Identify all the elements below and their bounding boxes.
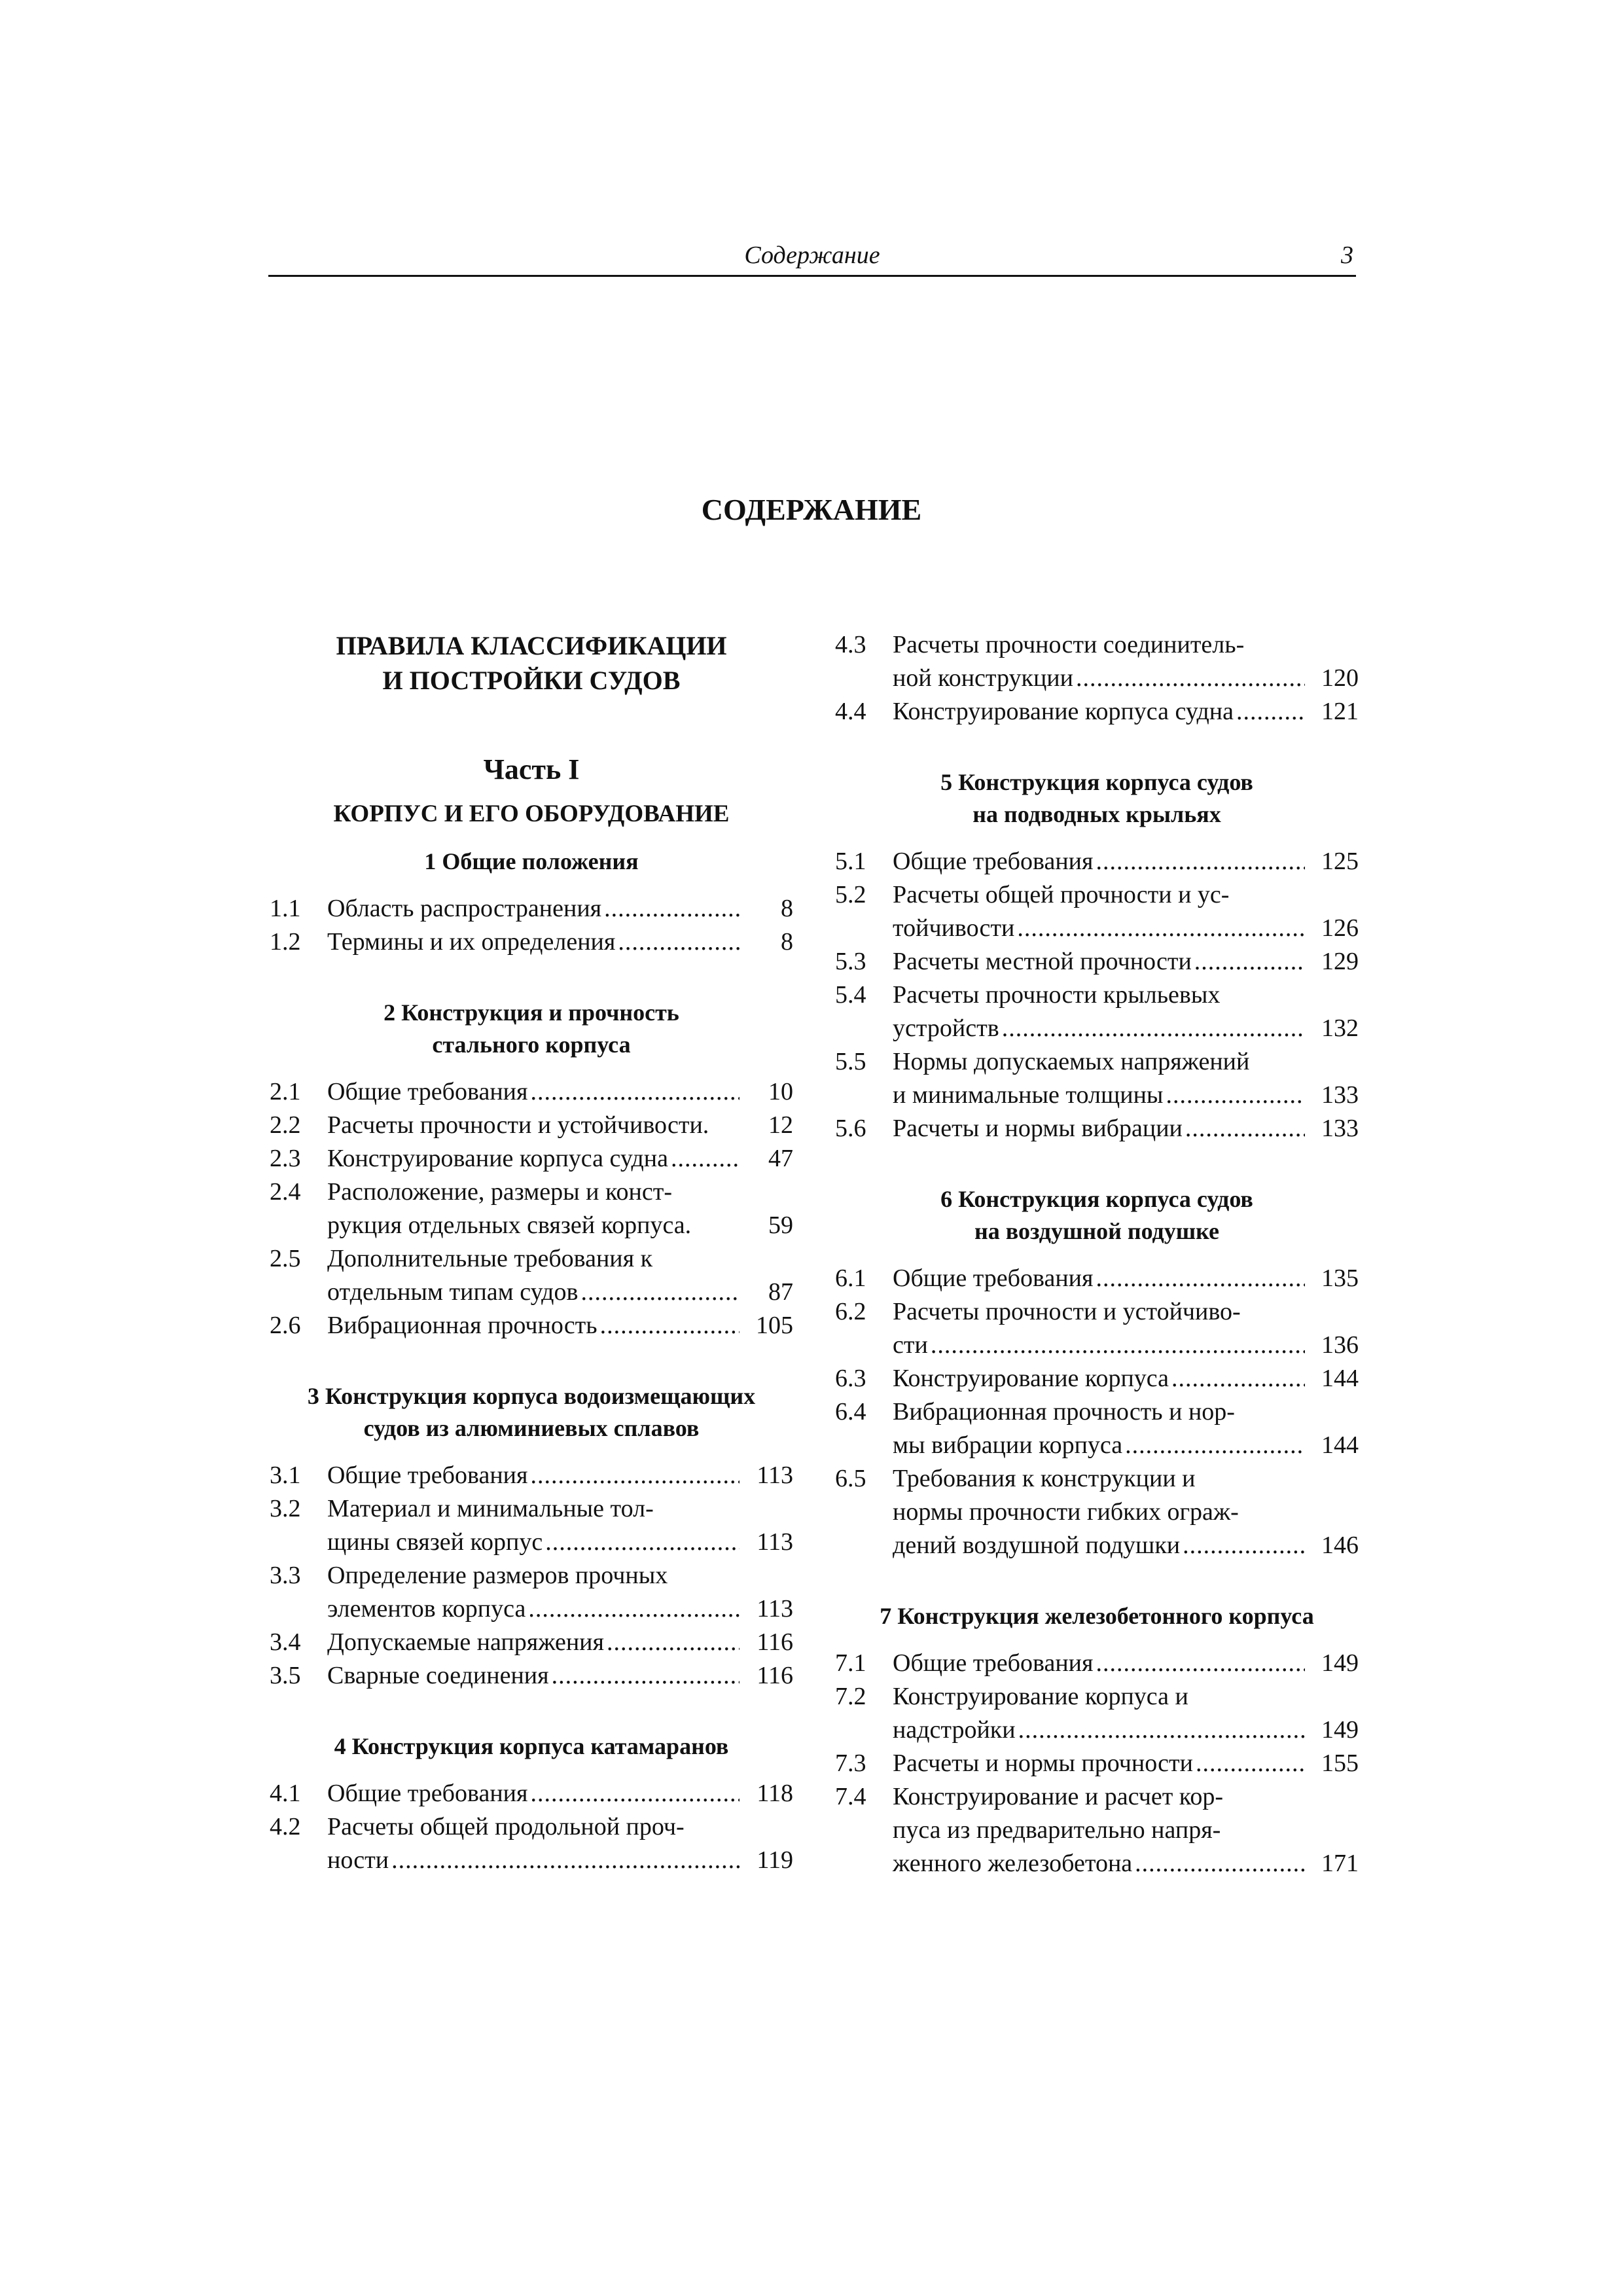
entry-title-line: Определение размеров прочных xyxy=(327,1562,668,1589)
entry-number: 3.5 xyxy=(270,1662,301,1689)
toc-entry[interactable] xyxy=(270,1777,793,1810)
dot-leader xyxy=(1002,1012,1305,1045)
entry-number: 4.4 xyxy=(835,698,866,725)
dot-leader xyxy=(1096,1262,1305,1295)
entry-title: Допускаемые напряжения xyxy=(327,1628,604,1656)
entry-page: 113 xyxy=(757,1595,793,1623)
section-title-line: судов из алюминиевых сплавов xyxy=(363,1415,700,1441)
toc-entry[interactable] xyxy=(270,1175,793,1242)
entry-title: Расчеты прочности и устойчивости. xyxy=(327,1111,709,1139)
entry-title-line: Конструирование и расчет кор- xyxy=(893,1783,1223,1810)
running-title: Содержание xyxy=(744,242,880,269)
toc-entry[interactable] xyxy=(270,1559,793,1626)
entry-number: 4.1 xyxy=(270,1780,301,1807)
book-title-line: ПРАВИЛА КЛАССИФИКАЦИИ xyxy=(336,631,727,660)
entry-title-line: Вибрационная прочность и нор- xyxy=(893,1398,1235,1426)
entry-page: 118 xyxy=(757,1780,793,1807)
toc-entry[interactable] xyxy=(835,1747,1359,1780)
entry-number: 6.3 xyxy=(835,1365,866,1392)
dot-leader xyxy=(931,1329,1305,1362)
entry-title-line: Дополнительные требования к xyxy=(327,1245,653,1272)
entry-title: Конструирование корпуса судна xyxy=(327,1145,668,1172)
entry-title: Сварные соединения xyxy=(327,1662,549,1689)
toc-entry[interactable] xyxy=(835,1295,1359,1362)
entry-title: Общие требования xyxy=(327,1780,528,1807)
entry-number: 4.2 xyxy=(270,1813,301,1840)
entry-title-line: Расположение, размеры и конст- xyxy=(327,1178,672,1206)
dot-leader xyxy=(1185,1112,1305,1145)
entry-title: тойчивости xyxy=(893,914,1015,942)
dot-leader xyxy=(580,1276,740,1309)
entry-page: 116 xyxy=(757,1628,793,1656)
entry-number: 6.4 xyxy=(835,1398,866,1426)
toc-entry[interactable] xyxy=(270,925,793,959)
entry-page: 144 xyxy=(1321,1365,1359,1392)
entry-title-line: пуса из предварительно напря- xyxy=(893,1816,1221,1844)
entry-number: 3.1 xyxy=(270,1462,301,1489)
entry-page: 125 xyxy=(1321,848,1359,875)
running-header xyxy=(268,236,1356,277)
section-title-line: стального корпуса xyxy=(432,1031,631,1058)
entry-title: женного железобетона xyxy=(893,1850,1133,1877)
entry-number: 4.3 xyxy=(835,631,866,658)
entry-page: 149 xyxy=(1321,1716,1359,1744)
entry-page: 8 xyxy=(781,928,793,956)
dot-leader xyxy=(1196,1747,1305,1780)
entry-page: 105 xyxy=(756,1312,793,1339)
toc-entry[interactable] xyxy=(270,1309,793,1342)
toc-entry[interactable] xyxy=(835,1045,1359,1112)
entry-page: 155 xyxy=(1321,1749,1359,1777)
entry-page: 132 xyxy=(1321,1014,1359,1042)
part-subtitle: КОРПУС И ЕГО ОБОРУДОВАНИЕ xyxy=(333,800,730,827)
section-title xyxy=(270,1380,793,1444)
toc-entry[interactable] xyxy=(835,878,1359,945)
entry-page: 120 xyxy=(1321,664,1359,692)
page-number: 3 xyxy=(1341,242,1353,269)
dot-leader xyxy=(1171,1362,1305,1395)
dot-leader xyxy=(671,1142,740,1175)
toc-entry[interactable] xyxy=(270,1075,793,1109)
entry-title: мы вибрации корпуса xyxy=(893,1431,1123,1459)
entry-title: Расчеты и нормы вибрации xyxy=(893,1115,1183,1142)
entry-title: Конструирование корпуса xyxy=(893,1365,1169,1392)
section-title-line: на воздушной подушке xyxy=(974,1218,1219,1244)
entry-number: 3.4 xyxy=(270,1628,301,1656)
entry-number: 2.4 xyxy=(270,1178,301,1206)
toc-entry[interactable] xyxy=(835,628,1359,695)
section-title-line: 6 Конструкция корпуса судов xyxy=(940,1186,1253,1212)
entry-title-line: Конструирование корпуса и xyxy=(893,1683,1188,1710)
dot-leader xyxy=(1166,1079,1305,1112)
entry-number: 5.6 xyxy=(835,1115,866,1142)
toc-entry[interactable] xyxy=(835,1680,1359,1747)
entry-page: 171 xyxy=(1321,1850,1359,1877)
entry-title: Расчеты местной прочности xyxy=(893,948,1192,975)
entry-number: 7.2 xyxy=(835,1683,866,1710)
entry-number: 7.1 xyxy=(835,1649,866,1677)
entry-title: Общие требования xyxy=(327,1078,528,1105)
toc-entry[interactable] xyxy=(835,1112,1359,1145)
entry-number: 6.5 xyxy=(835,1465,866,1492)
toc-entry[interactable] xyxy=(270,1659,793,1693)
toc-entry[interactable] xyxy=(835,1462,1359,1562)
entry-number: 2.2 xyxy=(270,1111,301,1139)
entry-number: 2.3 xyxy=(270,1145,301,1172)
section-title-line: 5 Конструкция корпуса судов xyxy=(940,769,1253,795)
entry-page: 133 xyxy=(1321,1081,1359,1109)
toc-entry[interactable] xyxy=(835,978,1359,1045)
dot-leader xyxy=(1096,1647,1305,1680)
toc-right-column xyxy=(835,628,1359,1880)
entry-number: 3.2 xyxy=(270,1495,301,1522)
toc-left-column xyxy=(270,628,793,1877)
entry-page: 59 xyxy=(768,1211,793,1239)
entry-page: 136 xyxy=(1321,1331,1359,1359)
entry-title: Область распространения xyxy=(327,895,602,922)
entry-title-line: нормы прочности гибких ограж- xyxy=(893,1498,1239,1526)
entry-title: ной конструкции xyxy=(893,664,1073,692)
dot-leader xyxy=(528,1592,740,1626)
section-title xyxy=(270,997,793,1061)
toc-entry[interactable] xyxy=(270,1492,793,1559)
section-title xyxy=(835,1183,1359,1247)
entry-number: 7.4 xyxy=(835,1783,866,1810)
entry-title-line: Расчеты общей прочности и ус- xyxy=(893,881,1230,908)
entry-page: 146 xyxy=(1321,1532,1359,1559)
entry-page: 116 xyxy=(757,1662,793,1689)
section-title: 7 Конструкция железобетонного корпуса xyxy=(880,1603,1314,1629)
entry-page: 10 xyxy=(768,1078,793,1105)
section-title-line: 2 Конструкция и прочность xyxy=(383,999,679,1026)
dot-leader xyxy=(530,1075,740,1109)
entry-title: Общие требования xyxy=(893,1265,1094,1292)
toc-entry[interactable] xyxy=(835,1395,1359,1462)
entry-page: 135 xyxy=(1321,1265,1359,1292)
entry-page: 133 xyxy=(1321,1115,1359,1142)
section-title: 1 Общие положения xyxy=(424,848,639,874)
entry-number: 6.1 xyxy=(835,1265,866,1292)
entry-title: ности xyxy=(327,1846,389,1874)
entry-number: 2.6 xyxy=(270,1312,301,1339)
dot-leader xyxy=(604,892,740,925)
dot-leader xyxy=(1135,1847,1305,1880)
entry-number: 5.4 xyxy=(835,981,866,1009)
dot-leader xyxy=(607,1626,740,1659)
entry-title-line: Материал и минимальные тол- xyxy=(327,1495,654,1522)
entry-title: дений воздушной подушки xyxy=(893,1532,1181,1559)
entry-title: Расчеты и нормы прочности xyxy=(893,1749,1193,1777)
dot-leader xyxy=(552,1659,740,1693)
dot-leader xyxy=(1017,912,1305,945)
entry-title: отдельным типам судов xyxy=(327,1278,579,1306)
entry-page: 144 xyxy=(1321,1431,1359,1459)
dot-leader xyxy=(1183,1529,1305,1562)
entry-number: 2.1 xyxy=(270,1078,301,1105)
toc-entry[interactable] xyxy=(270,1142,793,1175)
entry-page: 8 xyxy=(781,895,793,922)
toc-entry[interactable] xyxy=(270,1109,793,1142)
entry-page: 87 xyxy=(768,1278,793,1306)
entry-number: 6.2 xyxy=(835,1298,866,1325)
entry-page: 126 xyxy=(1321,914,1359,942)
page-title: СОДЕРЖАНИЕ xyxy=(701,493,922,526)
dot-leader xyxy=(618,925,740,959)
entry-page: 12 xyxy=(768,1111,793,1139)
section-title-line: на подводных крыльях xyxy=(972,801,1221,827)
entry-title: Общие требования xyxy=(893,848,1094,875)
dot-leader xyxy=(1125,1429,1305,1462)
entry-page: 113 xyxy=(757,1528,793,1556)
entry-title: устройств xyxy=(893,1014,999,1042)
section-title xyxy=(835,766,1359,831)
entry-title: Общие требования xyxy=(893,1649,1094,1677)
entry-title: Конструирование корпуса судна xyxy=(893,698,1234,725)
toc-entry[interactable] xyxy=(270,892,793,925)
part-title: Часть I xyxy=(483,753,580,785)
entry-title-line: Требования к конструкции и xyxy=(893,1465,1196,1492)
section-title-line: 3 Конструкция корпуса водоизмещающих xyxy=(307,1383,756,1409)
toc-entry[interactable] xyxy=(835,1647,1359,1680)
entry-number: 5.3 xyxy=(835,948,866,975)
entry-title-line: Расчеты прочности и устойчиво- xyxy=(893,1298,1241,1325)
dot-leader xyxy=(600,1309,740,1342)
dot-leader xyxy=(530,1777,740,1810)
entry-title: щины связей корпус xyxy=(327,1528,543,1556)
dot-leader xyxy=(1194,945,1305,978)
toc-entry[interactable] xyxy=(835,695,1359,728)
dot-leader xyxy=(1076,662,1305,695)
entry-number: 1.2 xyxy=(270,928,301,956)
entry-number: 5.1 xyxy=(835,848,866,875)
entry-number: 5.5 xyxy=(835,1048,866,1075)
entry-page: 119 xyxy=(757,1846,793,1874)
dot-leader xyxy=(1236,695,1305,728)
entry-title: Термины и их определения xyxy=(327,928,616,956)
toc-entry[interactable] xyxy=(270,1242,793,1309)
entry-number: 3.3 xyxy=(270,1562,301,1589)
entry-title: рукция отдельных связей корпуса. xyxy=(327,1211,692,1239)
entry-number: 5.2 xyxy=(835,881,866,908)
toc-entry[interactable] xyxy=(270,1459,793,1492)
entry-number: 1.1 xyxy=(270,895,301,922)
entry-title: Общие требования xyxy=(327,1462,528,1489)
toc-entry[interactable] xyxy=(835,945,1359,978)
entry-title: и минимальные толщины xyxy=(893,1081,1164,1109)
dot-leader xyxy=(1096,845,1305,878)
entry-title-line: Расчеты прочности крыльевых xyxy=(893,981,1221,1009)
entry-page: 113 xyxy=(757,1462,793,1489)
book-title-line: И ПОСТРОЙКИ СУДОВ xyxy=(382,666,681,695)
dot-leader xyxy=(530,1459,740,1492)
entry-page: 149 xyxy=(1321,1649,1359,1677)
toc-entry[interactable] xyxy=(835,1362,1359,1395)
entry-page: 129 xyxy=(1321,948,1359,975)
entry-page: 121 xyxy=(1321,698,1359,725)
dot-leader xyxy=(1018,1713,1305,1747)
toc-entry[interactable] xyxy=(835,1262,1359,1295)
toc-entry[interactable] xyxy=(835,1780,1359,1880)
entry-title-line: Нормы допускаемых напряжений xyxy=(893,1048,1250,1075)
toc-entry[interactable] xyxy=(270,1810,793,1877)
entry-title: надстройки xyxy=(893,1716,1016,1744)
entry-title-line: Расчеты прочности соединитель- xyxy=(893,631,1245,658)
toc-entry[interactable] xyxy=(835,845,1359,878)
dot-leader xyxy=(545,1526,740,1559)
entry-title: элементов корпуса xyxy=(327,1595,526,1623)
entry-title-line: Расчеты общей продольной проч- xyxy=(327,1813,685,1840)
section-title: 4 Конструкция корпуса катамаранов xyxy=(334,1733,729,1759)
entry-title: сти xyxy=(893,1331,928,1359)
toc-entry[interactable] xyxy=(270,1626,793,1659)
book-title xyxy=(270,628,793,698)
dot-leader xyxy=(391,1844,740,1877)
entry-number: 7.3 xyxy=(835,1749,866,1777)
entry-page: 47 xyxy=(768,1145,793,1172)
entry-number: 2.5 xyxy=(270,1245,301,1272)
entry-title: Вибрационная прочность xyxy=(327,1312,597,1339)
